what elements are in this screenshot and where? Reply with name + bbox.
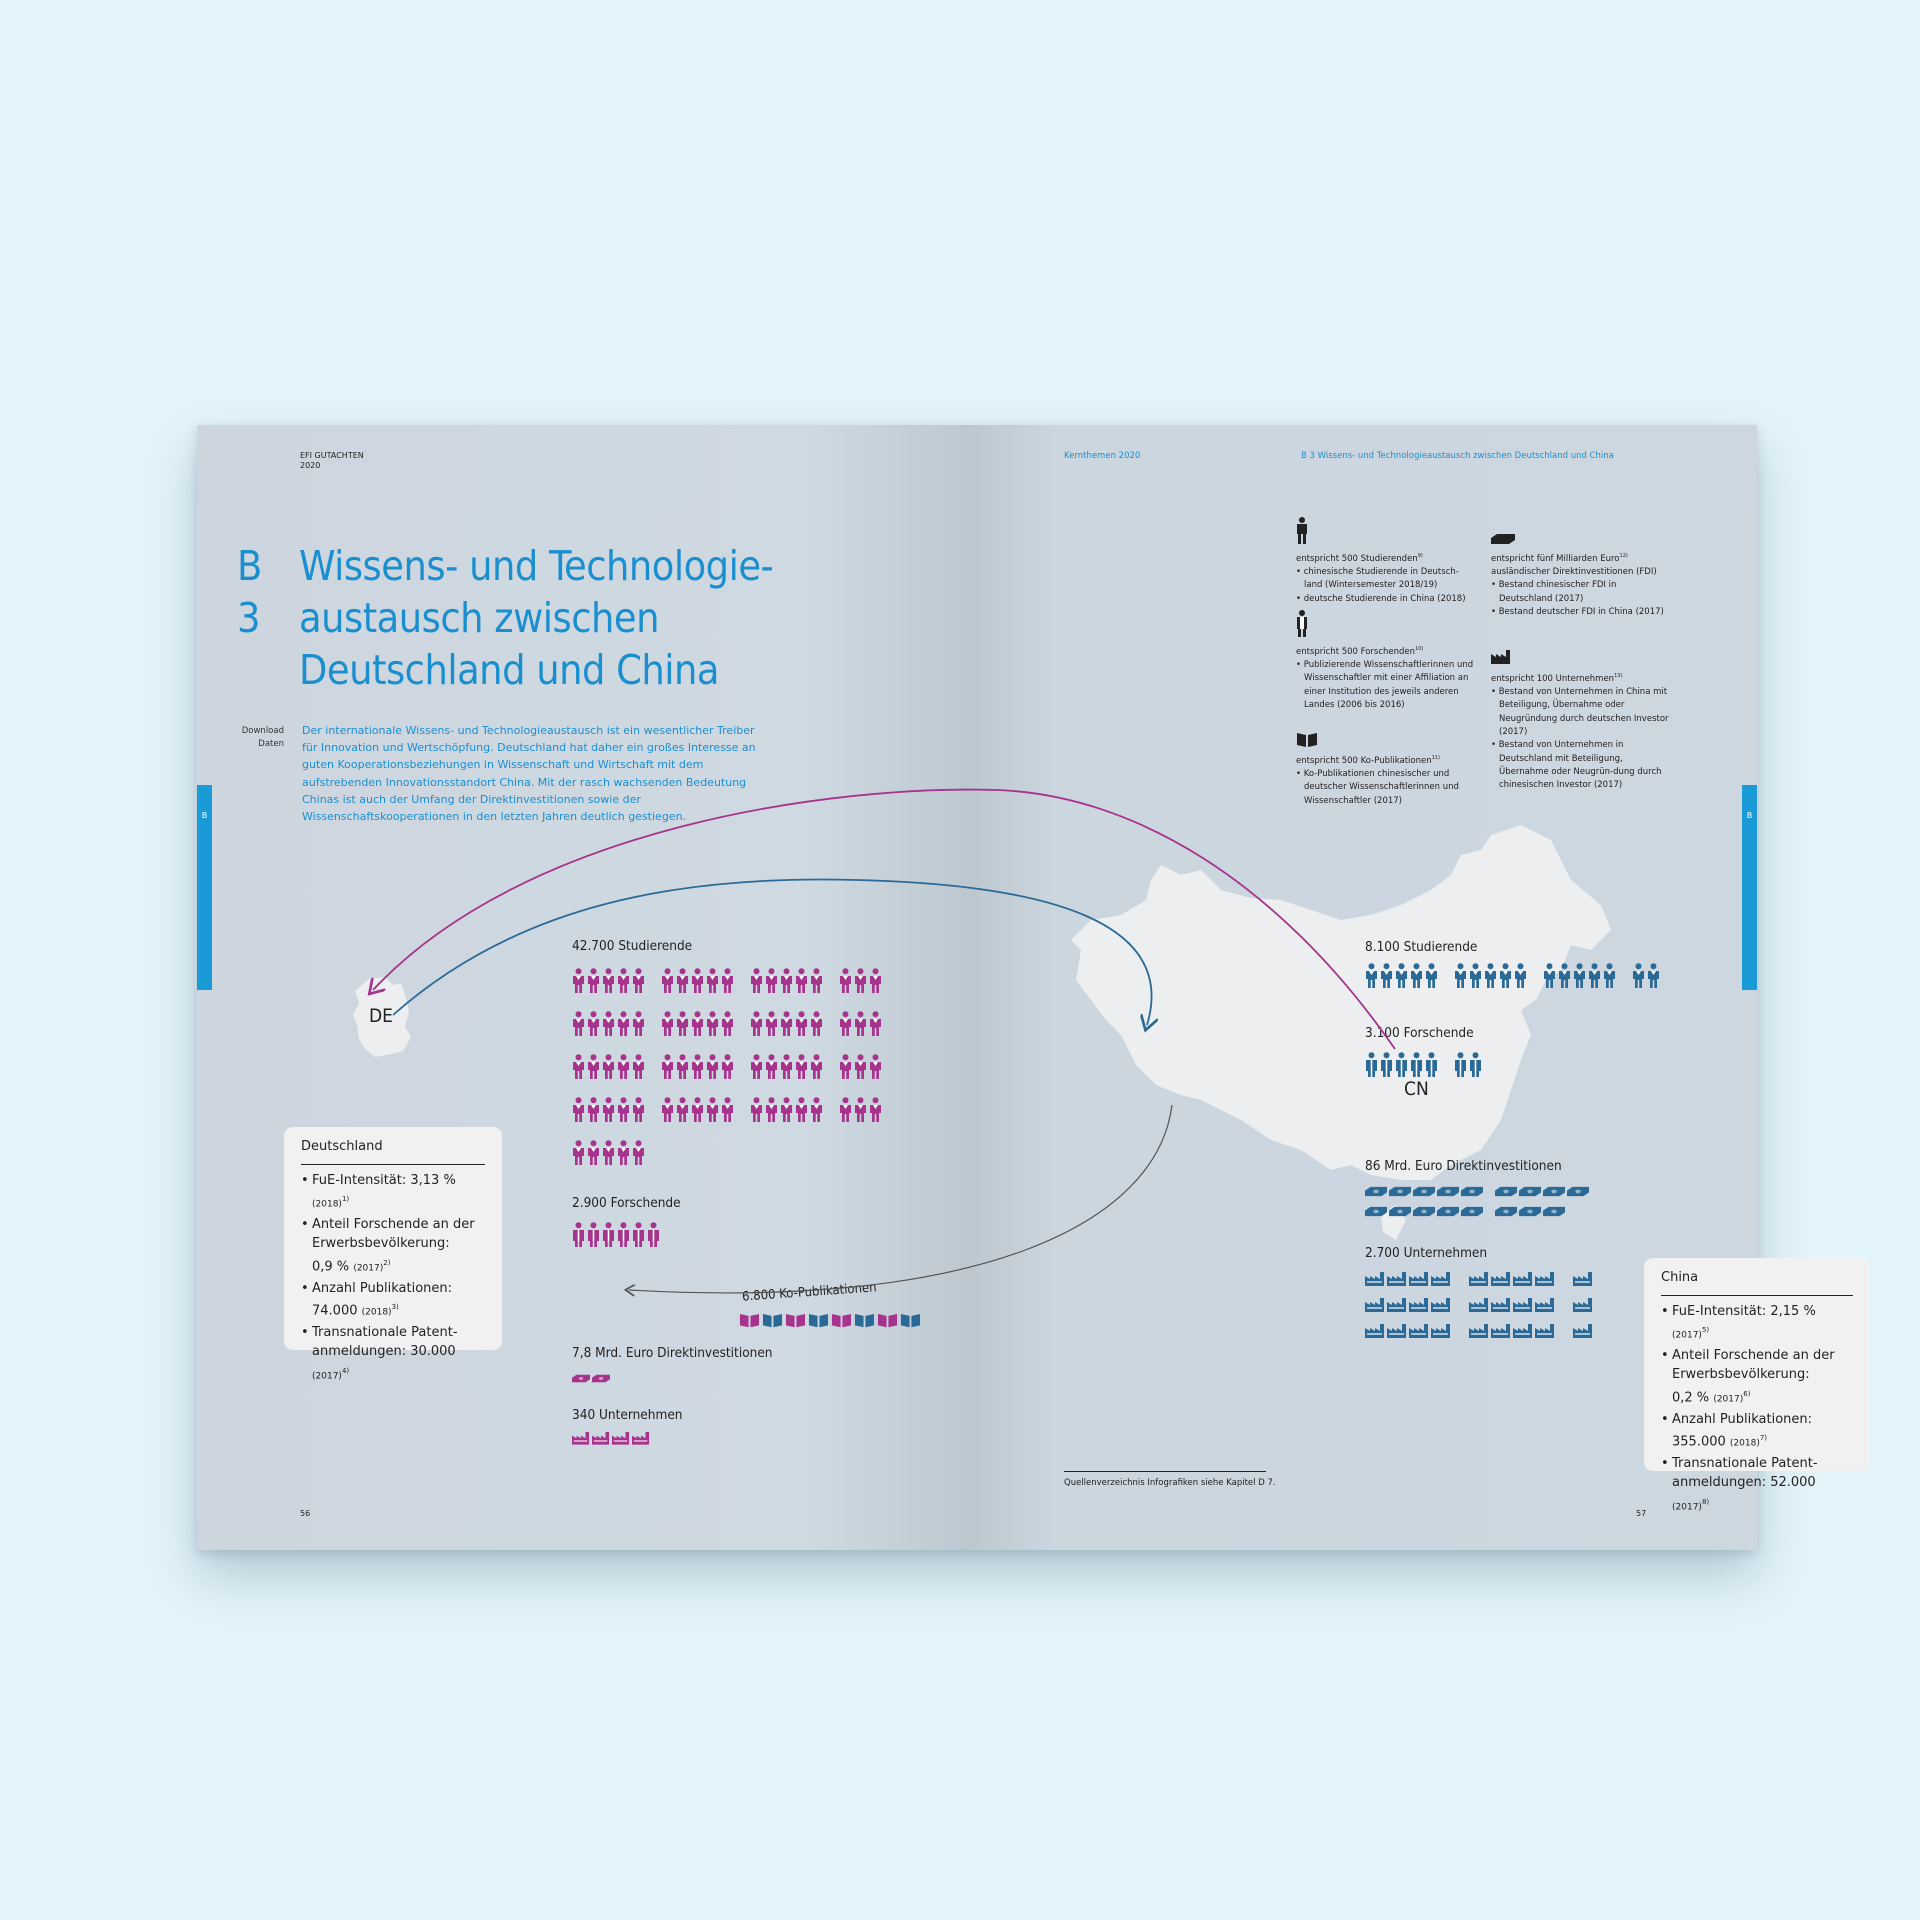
- arrow-copublications: [629, 1105, 1172, 1293]
- year-note: (2018): [361, 1307, 392, 1318]
- legend-item: • Bestand von Unternehmen in China mit Beteiligung, Übernahme oder Neugründung durch deutschen Investor (2017): [1491, 687, 1669, 738]
- title-number: B 3: [237, 542, 262, 642]
- legend-text: entspricht 500 Studierenden: [1296, 553, 1418, 564]
- header-title: EFI GUTACHTEN: [300, 451, 364, 460]
- de-researchers-label: 2.900 Forschende: [572, 1195, 681, 1211]
- researcher-share-label: Anteil Forschende an der Erwerbsbevölkerung:: [1672, 1347, 1835, 1383]
- legend-text: Bestand chinesischer FDI in Deutschland (2017): [1498, 580, 1617, 604]
- patents-label: Transnationale Patent-: [312, 1324, 458, 1340]
- legend-text: Ko-Publikationen chinesischer und deutscher Wissenschaftlerinnen und Wissenschaftler (2017): [1303, 769, 1459, 806]
- legend-text: Bestand von Unternehmen in China mit Beteiligung, Übernahme oder Neugründung durch deutschen Investor (2017): [1498, 687, 1669, 738]
- page-number-right: 57: [1636, 1509, 1647, 1518]
- legend-item: • Bestand chinesischer FDI in Deutschland (2017): [1491, 580, 1617, 604]
- cn-companies-label: 2.700 Unternehmen: [1365, 1245, 1488, 1261]
- page-number-left: 56: [300, 1509, 311, 1518]
- researcher-share-value: 0,9 %: [312, 1259, 350, 1275]
- legend-text: Bestand von Unternehmen in Deutschland mit Beteiligung, Übernahme oder Neugrün-dung durch chinesischen Investor (2017): [1498, 740, 1662, 791]
- brochure-spread: [197, 425, 1835, 1550]
- footnote: 11): [1431, 755, 1440, 761]
- rd-intensity-value: FuE-Intensität: 3,13 %: [312, 1172, 456, 1188]
- arrow-de-to-cn-investment: [393, 879, 1152, 1025]
- footnote: 2): [383, 1258, 391, 1267]
- year-note: (2017): [1672, 1330, 1702, 1341]
- cn-researchers-label: 3.100 Forschende: [1365, 1025, 1474, 1041]
- year-note: (2018): [312, 1199, 342, 1210]
- legend-text: Publizierende Wissenschaftlerinnen und Wissenschaftler mit einer Affiliation an einer Institution des jeweils anderen Landes (2006 bis 2016): [1303, 660, 1474, 711]
- legend-item: • Bestand von Unternehmen in Deutschland mit Beteiligung, Übernahme oder Neugrün-dung durch chinesischen Investor (2017): [1491, 740, 1662, 791]
- title-line: Deutschland und China: [299, 646, 719, 694]
- legend-item: • chinesische Studierende in Deutsch-land (Wintersemester 2018/19): [1296, 567, 1459, 591]
- copublications-label: 6.800 Ko-Publikationen: [741, 1280, 878, 1305]
- rd-intensity-value: FuE-Intensität: 2,15 %: [1672, 1303, 1816, 1319]
- legend-subtitle: ausländischer Direktinvestitionen (FDI): [1491, 567, 1657, 578]
- year-note: (2017): [353, 1263, 384, 1274]
- cn-fdi-label: 86 Mrd. Euro Direktinvestitionen: [1365, 1158, 1562, 1174]
- legend-text: chinesische Studierende in Deutsch-land (Wintersemester 2018/19): [1303, 567, 1459, 591]
- de-fdi-label: 7,8 Mrd. Euro Direktinvestitionen: [572, 1345, 773, 1361]
- title-line: Wissens- und Technologie-: [299, 542, 774, 590]
- footnote: 13): [1614, 673, 1623, 679]
- arrow-cn-to-de-students: [373, 790, 1395, 1049]
- footnote: 9): [1417, 553, 1423, 559]
- cn-students-label: 8.100 Studierende: [1365, 939, 1478, 955]
- footnote: 10): [1415, 646, 1424, 652]
- download-label: Download: [241, 726, 284, 736]
- publications-label: Anzahl Publikationen:: [1672, 1411, 1813, 1427]
- legend-text: entspricht 500 Forschenden: [1296, 646, 1416, 657]
- legend-text: Bestand deutscher FDI in China (2017): [1498, 607, 1664, 618]
- de-label: DE: [369, 1005, 393, 1027]
- researcher-share-value: 0,2 %: [1672, 1390, 1710, 1406]
- chapter-tab-label: B: [201, 811, 208, 820]
- footnote: 3): [391, 1303, 399, 1312]
- footnote: 8): [1701, 1497, 1710, 1506]
- de-companies-label: 340 Unternehmen: [572, 1407, 683, 1423]
- legend-text: entspricht fünf Milliarden Euro: [1491, 553, 1620, 564]
- legend-item: • Publizierende Wissenschaftlerinnen und Wissenschaftler mit einer Affiliation an einer Institution des jeweils anderen Landes (2006 bis 2016): [1296, 660, 1474, 711]
- legend-item: • Ko-Publikationen chinesischer und deutscher Wissenschaftlerinnen und Wissenschaftler (2017): [1296, 769, 1459, 806]
- publications-value: 355.000: [1672, 1434, 1726, 1450]
- title-line: austausch zwischen: [299, 594, 659, 642]
- patents-value: anmeldungen: 52.000: [1672, 1475, 1816, 1491]
- header-year: 2020: [300, 461, 321, 470]
- year-note: (2017): [312, 1371, 342, 1382]
- publications-value: 74.000: [312, 1303, 358, 1319]
- header-chapter: B 3 Wissens- und Technologieaustausch zwischen Deutschland und China: [1301, 451, 1614, 461]
- patents-value: anmeldungen: 30.000: [312, 1344, 456, 1360]
- legend-item: • Bestand deutscher FDI in China (2017): [1491, 607, 1664, 618]
- year-note: (2017): [1672, 1502, 1702, 1513]
- intro-text: Der internationale Wissens- und Technologieaustausch ist ein wesentlicher Treiber für Innovation und Wertschöpfung. Deutschland hat daher ein großes Interesse an guten Kooperationsbeziehungen in Wissenschaft und Wirtschaft mit dem aufstrebenden Innovationsstandort China. Mit der rasch wachsenden Bedeutung Chinas ist auch der Umfang der Direktinvestitionen sowie der Wissenschaftskooperationen in den letzten Jahren deutlich gestiegen.: [302, 724, 756, 824]
- footnote: 5): [1701, 1326, 1710, 1334]
- patents-label: Transnationale Patent-: [1672, 1455, 1818, 1471]
- flow-arrows: [197, 425, 1757, 1550]
- data-label: Daten: [258, 739, 284, 749]
- chapter-tab-label: B: [1746, 811, 1753, 820]
- legend-text: deutsche Studierende in China (2018): [1303, 593, 1466, 604]
- publications-label: Anzahl Publikationen:: [312, 1280, 453, 1296]
- china-box-title: China: [1661, 1268, 1853, 1296]
- footnote: 12): [1619, 553, 1628, 559]
- germany-box-title: Deutschland: [301, 1137, 485, 1165]
- cn-label: CN: [1404, 1078, 1429, 1100]
- legend-item: • deutsche Studierende in China (2018): [1296, 593, 1466, 604]
- footnote: 4): [341, 1366, 350, 1375]
- year-note: (2018): [1729, 1438, 1760, 1449]
- header-section: Kernthemen 2020: [1064, 451, 1141, 461]
- researcher-share-label: Anteil Forschende an der Erwerbsbevölkerung:: [312, 1216, 475, 1252]
- legend-text: entspricht 100 Unternehmen: [1491, 673, 1615, 684]
- year-note: (2017): [1713, 1394, 1744, 1405]
- de-students-label: 42.700 Studierende: [572, 938, 693, 954]
- footnote: 1): [341, 1195, 350, 1203]
- source-note: Quellenverzeichnis Infografiken siehe Kapitel D 7.: [1064, 1478, 1276, 1488]
- legend-text: entspricht 500 Ko-Publikationen: [1296, 755, 1432, 766]
- footnote: 7): [1759, 1434, 1768, 1443]
- footnote: 6): [1743, 1389, 1751, 1398]
